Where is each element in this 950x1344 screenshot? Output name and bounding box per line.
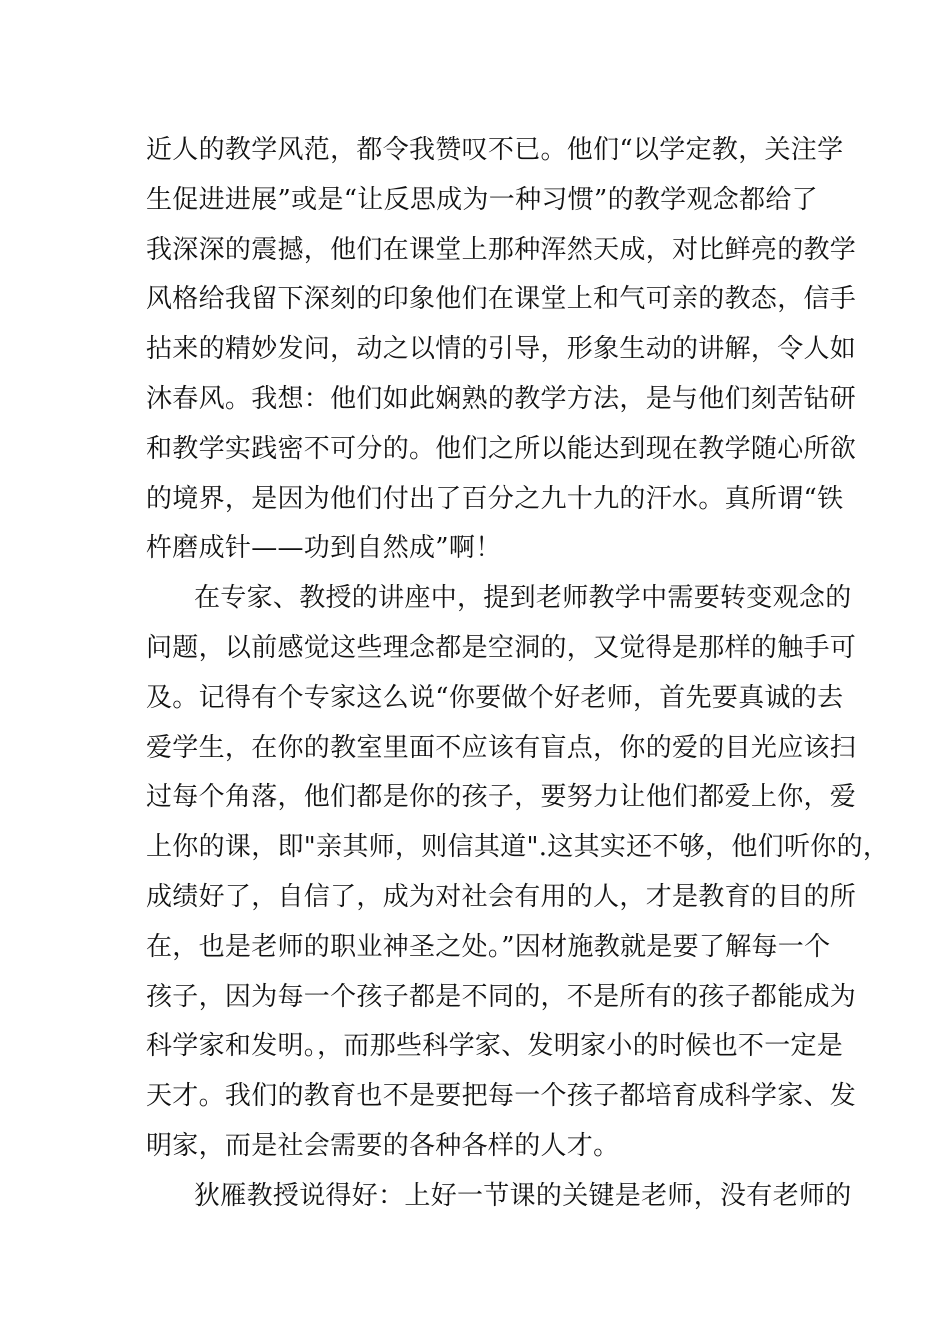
text-line: 明家，而是社会需要的各种各样的人才。	[146, 1130, 620, 1161]
text-line: 天才。我们的教育也不是要把每一个孩子都培育成科学家、发	[146, 1081, 857, 1112]
text-line: 近人的教学风范，都令我赞叹不已。他们“以学定教，关注学	[146, 135, 844, 165]
text-line: 风格给我留下深刻的印象他们在课堂上和气可亲的教态，信手	[146, 284, 857, 315]
text-line: 生促进进展”或是“让反思成为一种习惯”的教学观念都给了	[146, 184, 818, 215]
paragraph-start-line: 在专家、教授的讲座中，提到老师教学中需要转变观念的	[194, 583, 852, 614]
text-line: 成绩好了，自信了，成为对社会有用的人，才是教育的目的所	[146, 881, 857, 912]
text-line: 及。记得有个专家这么说“你要做个好老师，首先要真诚的去	[146, 682, 844, 713]
body-text	[146, 126, 890, 1222]
text-line: 我深深的震撼，他们在课堂上那种浑然天成，对比鲜亮的教学	[146, 234, 857, 265]
paragraph-start-line: 狄雁教授说得好：上好一节课的关键是老师，没有老师的	[194, 1180, 852, 1211]
text-line: 上你的课，即"亲其师，则信其道".这其实还不够，他们听你的，	[146, 832, 890, 863]
text-line: 孩子，因为每一个孩子都是不同的，不是所有的孩子都能成为	[146, 981, 857, 1012]
text-line: 的境界，是因为他们付出了百分之九十九的汗水。真所谓“铁	[146, 483, 844, 514]
text-line: 拈来的精妙发问，动之以情的引导，形象生动的讲解，令人如	[146, 334, 857, 365]
text-line: 沐春风。我想：他们如此娴熟的教学方法，是与他们刻苦钻研	[146, 383, 857, 414]
text-line: 爱学生，在你的教室里面不应该有盲点，你的爱的目光应该扫	[146, 732, 857, 763]
text-line: 问题，以前感觉这些理念都是空洞的，又觉得是那样的触手可	[146, 632, 857, 663]
text-line: 在，也是老师的职业神圣之处。”因材施教就是要了解每一个	[146, 931, 831, 962]
text-line: 杵磨成针——功到自然成”啊！	[146, 533, 502, 564]
text-line: 和教学实践密不可分的。他们之所以能达到现在教学随心所欲	[146, 433, 857, 464]
text-line: 过每个角落，他们都是你的孩子，要努力让他们都爱上你，爱	[146, 782, 857, 813]
text-line: 科学家和发明。，而那些科学家、发明家小的时候也不一定是	[146, 1031, 844, 1062]
